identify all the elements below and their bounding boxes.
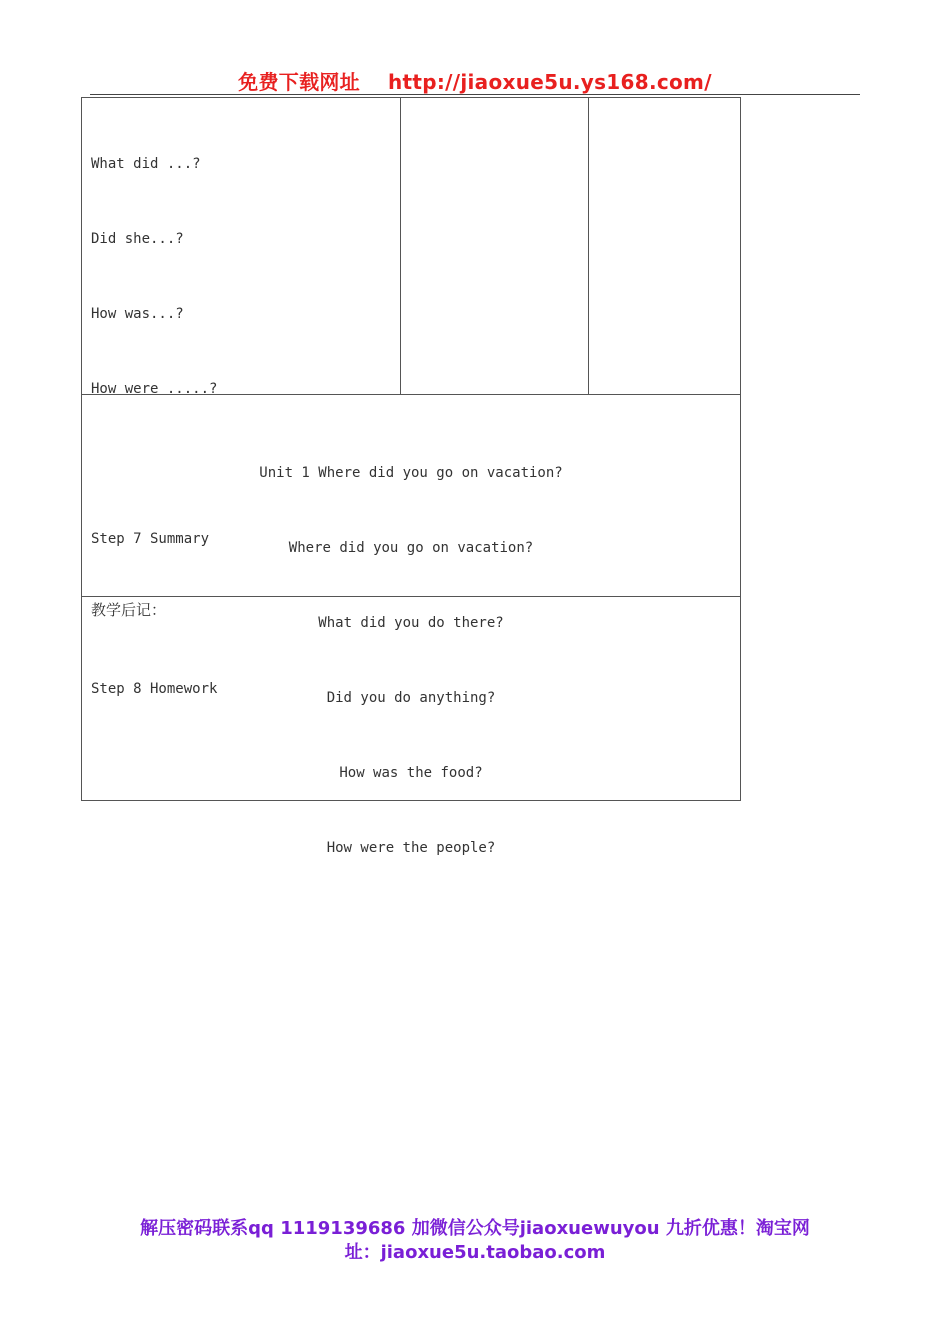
procedure-line: How was...?	[91, 306, 184, 322]
procedure-line: Did she...?	[91, 231, 184, 247]
header-label: 免费下载网址	[238, 70, 360, 94]
page-footer	[0, 1217, 950, 1265]
blackboard-line: How was the food?	[339, 765, 483, 781]
empty-cell-right	[589, 98, 740, 394]
blackboard-line: Where did you go on vacation?	[288, 540, 534, 556]
teaching-notes-label: 教学后记：	[91, 601, 167, 619]
blackboard-line: Did you do anything?	[326, 690, 496, 706]
header-url[interactable]: http://jiaoxue5u.ys168.com/	[387, 70, 712, 94]
lesson-table	[81, 97, 741, 856]
blackboard-line: How were the people?	[326, 840, 496, 856]
header-divider	[90, 94, 860, 95]
procedure-line: Step 7 Summary	[91, 531, 210, 547]
procedure-line: Step 8 Homework	[91, 681, 218, 697]
footer-line-2: 址：jiaoxue5u.taobao.com	[344, 1242, 606, 1263]
page-header	[0, 66, 950, 95]
teaching-notes-row	[82, 597, 740, 801]
procedure-line: How were .....?	[91, 381, 218, 397]
blackboard-line: Unit 1 Where did you go on vacation?	[259, 465, 563, 481]
blackboard-line: What did you do there?	[318, 615, 504, 631]
empty-cell-middle	[401, 98, 589, 394]
procedure-line: What did ...?	[91, 156, 201, 172]
footer-line-1: 解压密码联系qq 1119139686 加微信公众号jiaoxuewuyou 九折优惠！淘宝网	[140, 1218, 810, 1239]
